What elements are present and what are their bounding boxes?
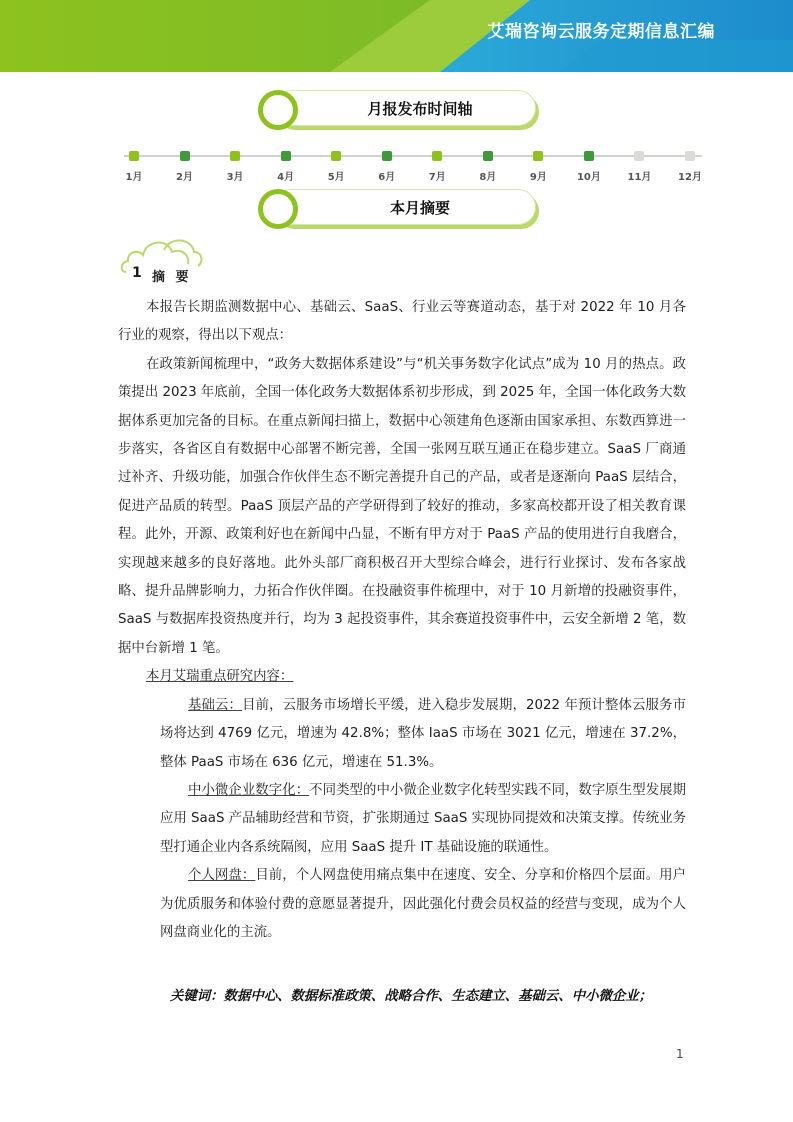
timeline-section-header xyxy=(258,90,542,130)
page-number: 1 xyxy=(676,1047,684,1061)
focus-item-term: 中小微企业数字化： xyxy=(188,782,310,798)
timeline-marker xyxy=(381,150,393,162)
summary-section-title: 本月摘要 xyxy=(389,199,450,217)
timeline-marker xyxy=(583,150,595,162)
timeline-marker xyxy=(280,150,292,162)
focus-item xyxy=(118,777,686,862)
header-title: 艾瑞咨询云服务定期信息汇编 xyxy=(487,22,715,42)
timeline-month-label: 2月 xyxy=(176,172,194,183)
main-paragraph: 在政策新闻梳理中，“政务大数据体系建设”与“机关事务数字化试点”成为 10 月的热点。政策提出 2023 年底前，全国一体化政务大数据体系初步形成，到 2025 年，全国一体化政务大数据体系更加完备的目标。在重点新闻扫描上，数据中心领建角色逐渐由国家承担、东数西算进一步落实，各省区自有数据中心部署不断完善，全国一张网互联互通正在稳步建立。SaaS 厂商通过补齐、升级功能，加强合作伙伴生态不断完善提升自己的产品，或者是逐渐向 PaaS 层结合，促进产品质的转型。PaaS 顶层产品的产学研得到了较好的推动，多家高校都开设了相关教育课程。此外，开源、政策利好也在新闻中凸显，不断有甲方对于 PaaS 产品的使用进行自我磨合，实现越来越多的良好落地。此外头部厂商积极召开大型综合峰会，进行行业探讨、发布各家战略、提升品牌影响力，力拓合作伙伴圈。在投融资事件梳理中，对于 10 月新增的投融资事件，SaaS 与数据库投资热度并行，均为 3 起投资事件，其余赛道投资事件中，云安全新增 2 笔，数据中台新增 1 笔。 xyxy=(118,356,686,656)
timeline-month-label: 9月 xyxy=(529,172,547,183)
focus-item-text: 不同类型的中小微企业数字化转型实践不同，数字原生型发展期应用 SaaS 产品辅助经营和节资，扩张期通过 SaaS 实现协同提效和决策支撑。传统业务型打通企业内各系统隔阂，应用 SaaS 提升 IT 基础设施的联通性。 xyxy=(160,782,687,855)
timeline-line xyxy=(124,155,702,157)
month-timeline xyxy=(124,150,704,190)
pill-ring xyxy=(258,189,298,229)
timeline-marker xyxy=(482,150,494,162)
timeline-marker xyxy=(128,150,140,162)
timeline-marker xyxy=(229,150,241,162)
summary-section-header xyxy=(258,189,542,229)
summary-body xyxy=(118,294,686,947)
focus-item-text: 目前，个人网盘使用痛点集中在速度、安全、分享和价格四个层面。用户为优质服务和体验付费的意愿显著提升，因此强化付费会员权益的经营与变现，成为个人网盘商业化的主流。 xyxy=(160,868,687,940)
section-number: 1 xyxy=(132,265,142,281)
keywords-line: 关键词：数据中心、数据标准政策、战略合作、生态建立、基础云、中小微企业； xyxy=(170,989,653,1004)
focus-item xyxy=(118,862,686,947)
timeline-marker xyxy=(431,150,443,162)
section-heading: 摘 要 xyxy=(152,270,192,285)
pill-ring xyxy=(258,90,298,130)
timeline-marker xyxy=(532,150,544,162)
timeline-marker xyxy=(684,150,696,162)
timeline-month-label: 4月 xyxy=(277,172,295,183)
timeline-month-label: 1月 xyxy=(125,172,143,183)
timeline-month-label: 3月 xyxy=(226,172,244,183)
timeline-marker xyxy=(633,150,645,162)
timeline-month-label: 12月 xyxy=(678,172,702,183)
timeline-marker xyxy=(179,150,191,162)
timeline-month-label: 8月 xyxy=(479,172,497,183)
focus-item-term: 个人网盘： xyxy=(188,868,256,884)
focus-item-text: 目前，云服务市场增长平缓，进入稳步发展期，2022 年预计整体云服务市场将达到 4769 亿元，增速为 42.8%；整体 IaaS 市场在 3021 亿元，增速在 37.2%，整体 PaaS 市场在 636 亿元，增速在 51.3%。 xyxy=(160,697,686,770)
focus-label xyxy=(118,663,686,691)
focus-label-text: 本月艾瑞重点研究内容： xyxy=(146,669,294,685)
intro-paragraph: 本报告长期监测数据中心、基础云、SaaS、行业云等赛道动态，基于对 2022 年 10 月各行业的观察，得出以下观点： xyxy=(118,300,686,344)
focus-item xyxy=(118,692,686,777)
timeline-section-title: 月报发布时间轴 xyxy=(367,100,473,118)
timeline-month-label: 5月 xyxy=(327,172,345,183)
timeline-marker xyxy=(330,150,342,162)
timeline-month-label: 7月 xyxy=(428,172,446,183)
header-banner xyxy=(0,0,793,72)
focus-item-term: 基础云： xyxy=(188,697,243,713)
timeline-month-label: 6月 xyxy=(378,172,396,183)
timeline-month-label: 11月 xyxy=(627,172,652,183)
timeline-month-label: 10月 xyxy=(576,172,601,183)
